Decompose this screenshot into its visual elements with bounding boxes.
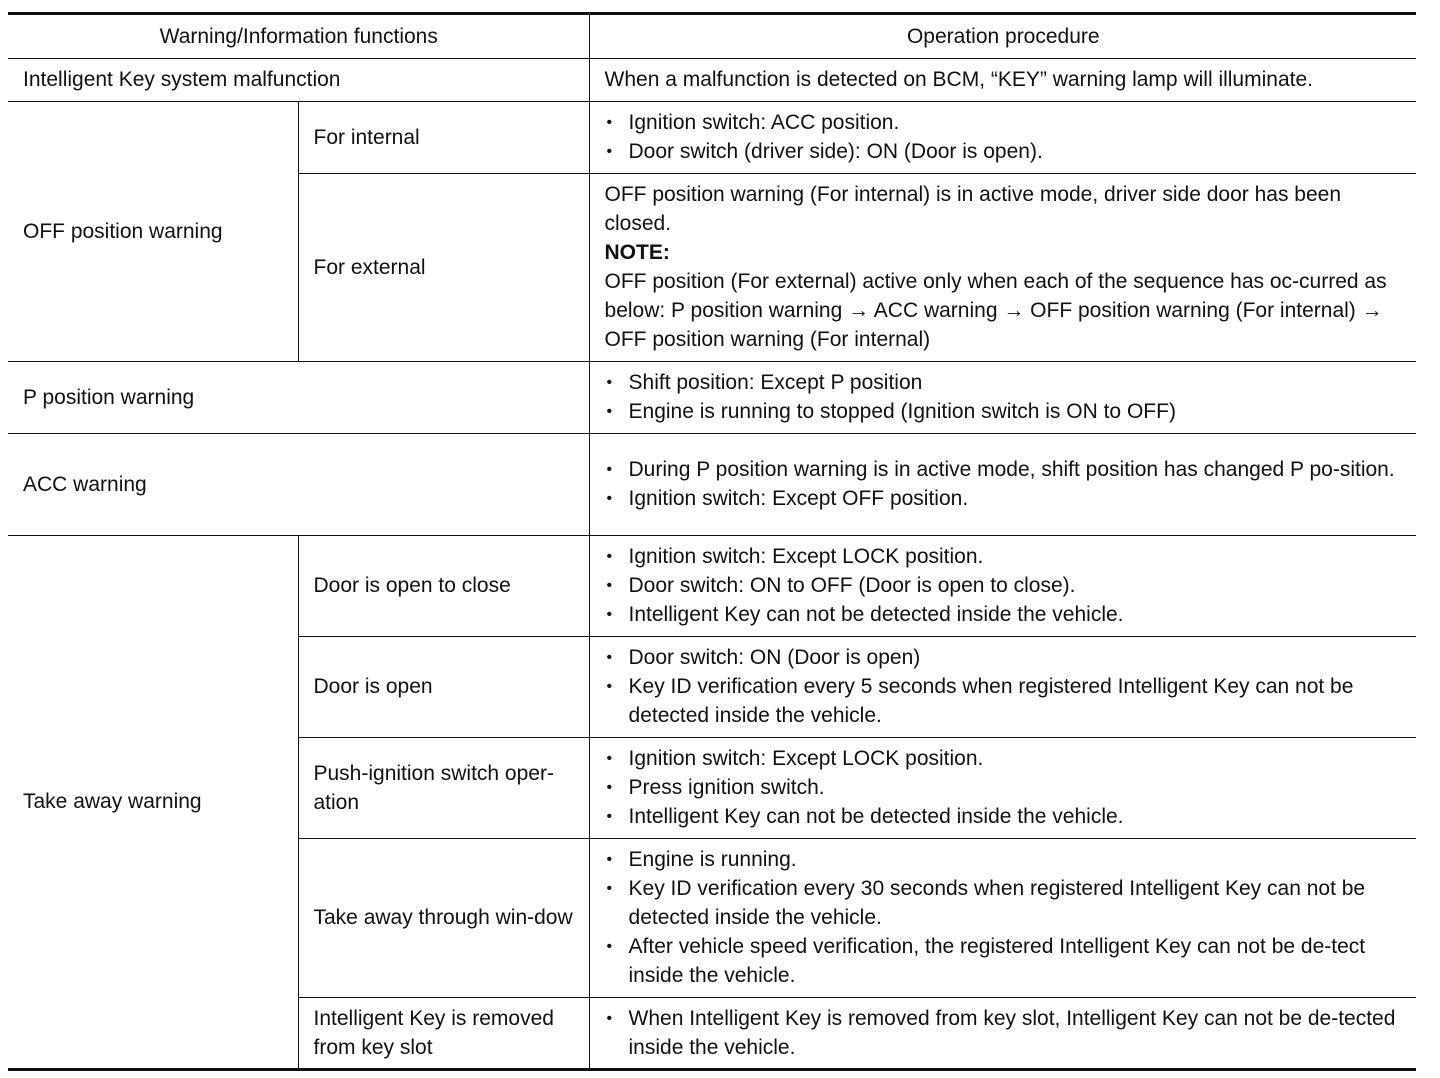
subfunction-through-window: Take away through win-dow	[298, 839, 589, 998]
warning-functions-table	[8, 12, 1416, 1071]
function-take-away: Take away warning	[8, 536, 298, 1070]
list-item: • Engine is running.	[605, 845, 1403, 874]
note-label: NOTE:	[604, 241, 670, 264]
list-item: • Key ID verification every 30 seconds when registered Intelligent Key can not be detected inside the vehicle.	[605, 874, 1403, 932]
list-item: • Intelligent Key can not be detected inside the vehicle.	[605, 802, 1403, 831]
procedure-door-open-close	[589, 536, 1416, 637]
note-text: OFF position (For external) active only when each of the sequence has oc-curred as below: P position warning → ACC warning → OFF position warning (For internal) → OFF position warning (For internal)	[604, 270, 1387, 351]
list-item: • Press ignition switch.	[605, 773, 1403, 802]
table-row	[8, 362, 1416, 434]
document-page	[8, 12, 1416, 1071]
function-p-position: P position warning	[8, 362, 589, 434]
bullet-list	[605, 108, 1403, 166]
procedure-acc	[589, 434, 1416, 536]
list-item: • Intelligent Key can not be detected inside the vehicle.	[605, 600, 1403, 629]
subfunction-door-open: Door is open	[298, 637, 589, 738]
bullet-list	[605, 368, 1403, 426]
bullet-list	[605, 643, 1403, 730]
list-item: • During P position warning is in active mode, shift position has changed P po-sition.	[605, 455, 1403, 484]
table-row	[8, 434, 1416, 536]
list-item: • Door switch (driver side): ON (Door is open).	[605, 137, 1403, 166]
function-off-position: OFF position warning	[8, 102, 298, 362]
table-row	[8, 59, 1416, 102]
list-item: • Door switch: ON to OFF (Door is open to close).	[605, 571, 1403, 600]
list-item: • Ignition switch: Except LOCK position.	[605, 744, 1403, 773]
subfunction-for-internal: For internal	[298, 102, 589, 174]
subfunction-push-ignition: Push-ignition switch oper-ation	[298, 738, 589, 839]
bullet-list	[605, 1004, 1403, 1062]
function-malfunction: Intelligent Key system malfunction	[8, 59, 589, 102]
procedure-p-position	[589, 362, 1416, 434]
table-row	[8, 102, 1416, 174]
table-row	[8, 536, 1416, 637]
bullet-list	[605, 845, 1403, 990]
bullet-list	[605, 455, 1403, 513]
list-item: • Key ID verification every 5 seconds when registered Intelligent Key can not be detected inside the vehicle.	[605, 672, 1403, 730]
procedure-for-internal	[589, 102, 1416, 174]
list-item: • After vehicle speed verification, the registered Intelligent Key can not be de-tect inside the vehicle.	[605, 932, 1403, 990]
header-procedure: Operation procedure	[589, 14, 1416, 59]
list-item: • When Intelligent Key is removed from key slot, Intelligent Key can not be de-tected inside the vehicle.	[605, 1004, 1403, 1062]
list-item: • Ignition switch: ACC position.	[605, 108, 1403, 137]
procedure-through-window	[589, 839, 1416, 998]
list-item: • Ignition switch: Except LOCK position.	[605, 542, 1403, 571]
header-functions: Warning/Information functions	[8, 14, 589, 59]
procedure-push-ignition	[589, 738, 1416, 839]
subfunction-for-external: For external	[298, 174, 589, 362]
procedure-door-open	[589, 637, 1416, 738]
bullet-list	[605, 744, 1403, 831]
bullet-list	[605, 542, 1403, 629]
external-description: OFF position warning (For internal) is in active mode, driver side door has been closed.	[604, 183, 1342, 235]
list-item: • Shift position: Except P position	[605, 368, 1403, 397]
subfunction-removed-slot: Intelligent Key is removed from key slot	[298, 998, 589, 1070]
list-item: • Door switch: ON (Door is open)	[605, 643, 1403, 672]
subfunction-door-open-close: Door is open to close	[298, 536, 589, 637]
procedure-removed-slot	[589, 998, 1416, 1070]
function-acc: ACC warning	[8, 434, 589, 536]
table-header-row	[8, 14, 1416, 59]
procedure-for-external	[589, 174, 1416, 362]
list-item: • Engine is running to stopped (Ignition switch is ON to OFF)	[605, 397, 1403, 426]
procedure-malfunction: When a malfunction is detected on BCM, “KEY” warning lamp will illuminate.	[589, 59, 1416, 102]
list-item: • Ignition switch: Except OFF position.	[605, 484, 1403, 513]
